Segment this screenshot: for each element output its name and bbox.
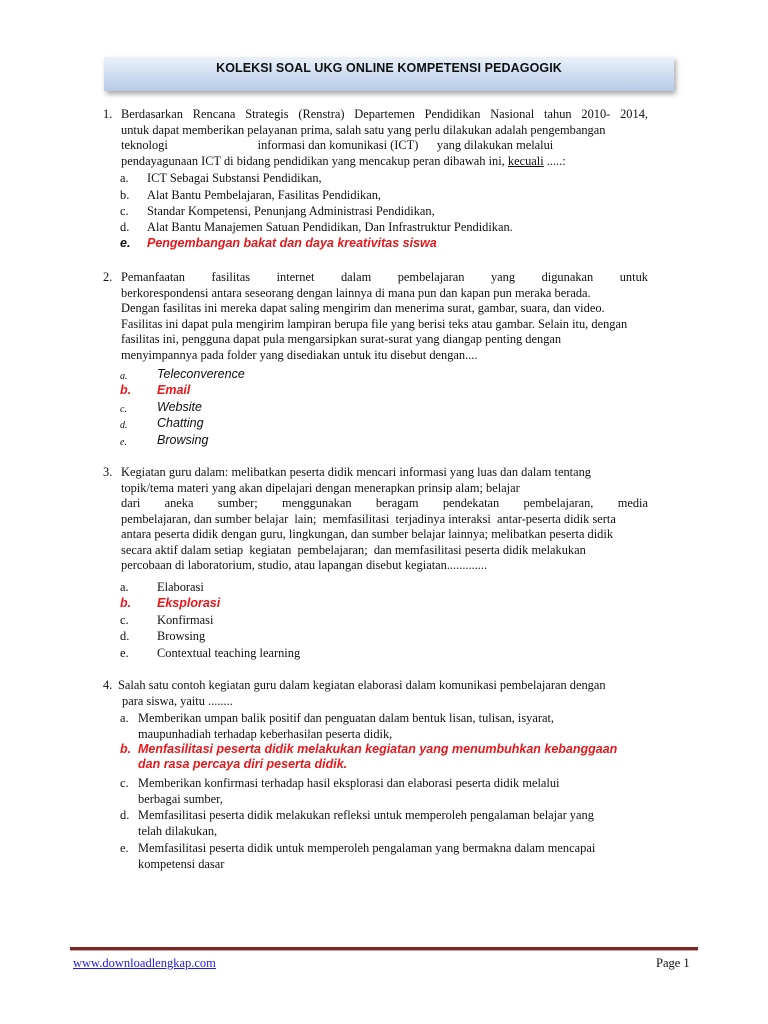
question-2 <box>103 270 648 363</box>
word: sumber; <box>217 496 258 510</box>
question-number: 1. <box>103 107 113 121</box>
word: beragam <box>375 496 419 510</box>
question-number: 4. <box>103 678 113 692</box>
question-number: 3. <box>103 465 113 479</box>
question-text-line: Kegiatan guru dalam: melibatkan peserta didik mencari informasi yang luas dan dalam tentang <box>121 465 591 479</box>
word: digunakan <box>541 270 594 284</box>
emphasis-word: kecuali <box>507 153 544 168</box>
word: pendekatan <box>442 496 500 510</box>
word: yang <box>490 270 516 284</box>
question-text-line: topik/tema materi yang akan dipelajari dengan menerapkan prinsip alam; belajar <box>121 480 520 495</box>
page-number: Page 1 <box>656 956 690 970</box>
word: dari <box>121 496 141 510</box>
question-text-line: menyimpannya pada folder yang disediakan untuk itu disebut dengan.... <box>121 347 478 362</box>
word: internet <box>276 270 315 284</box>
question-text-line: berkorespondensi antara seseorang dengan lainnya di mana pun dan kapan pun meraka berada. <box>121 285 591 300</box>
question-text-line-1 <box>121 270 648 286</box>
question-text-line: percobaan di laboratorium, studio, atau lapangan disebut kegiatan............. <box>121 558 488 572</box>
question-text-line: antara peserta didik dengan guru, lingkungan, dan sumber belajar lainnya; melibatkan peserta didik <box>121 527 614 541</box>
question-text-line: secara aktif dalam setiap kegiatan pembelajaran; dan memfasilitasi peserta didik melakukan <box>121 542 586 557</box>
question-1 <box>103 107 648 169</box>
footer-website-link[interactable]: www.downloadlengkap.com <box>73 956 216 970</box>
word: Pemanfaatan <box>121 270 185 284</box>
word: media <box>617 496 648 510</box>
question-3 <box>103 465 648 574</box>
word: fasilitas <box>211 270 251 284</box>
question-text-line: teknologi informasi dan komunikasi (ICT) yang dilakukan melalui <box>121 138 554 152</box>
word: aneka <box>164 496 194 510</box>
question-text-line: Berdasarkan Rencana Strategis (Renstra) Departemen Pendidikan Nasional tahun 2010- 2014, <box>121 107 648 121</box>
question-4 <box>103 678 648 709</box>
question-text-line: pembelajaran, dan sumber belajar lain; memfasilitasi terjadinya interaksi antar-peserta didik serta <box>121 511 616 526</box>
word: pembelajaran, <box>523 496 594 510</box>
question-text-line: para siswa, yaitu ........ <box>122 693 233 708</box>
footer-divider <box>70 947 698 951</box>
question-text-line: Dengan fasilitas ini mereka dapat saling mengirim dan menerima surat, gambar, suara, dan video. <box>121 301 605 315</box>
question-number: 2. <box>103 270 113 284</box>
title-banner <box>104 57 674 91</box>
question-text-line: untuk dapat memberikan pelayanan prima, salah satu yang perlu dilakukan adalah pengembangan <box>121 122 606 137</box>
word: menggunakan <box>282 496 352 510</box>
question-text-line-3 <box>121 496 648 512</box>
word: untuk <box>619 270 648 284</box>
question-text-line: fasilitas ini, pengguna dapat pula mengarsipkan surat-surat yang diangap penting dengan <box>121 332 562 346</box>
word: dalam <box>340 270 372 284</box>
question-text-line: pendayagunaan ICT di bidang pendidikan yang mencakup peran dibawah ini, kecuali .....: <box>121 153 566 168</box>
question-text-line: Salah satu contoh kegiatan guru dalam kegiatan elaborasi dalam komunikasi pembelajaran dengan <box>118 678 606 692</box>
question-text-line: Fasilitas ini dapat pula mengirim lampiran berupa file yang berisi teks atau gambar. Selain itu, dengan <box>121 316 628 331</box>
page-title: KOLEKSI SOAL UKG ONLINE KOMPETENSI PEDAGOGIK <box>216 61 562 75</box>
word: pembelajaran <box>397 270 465 284</box>
